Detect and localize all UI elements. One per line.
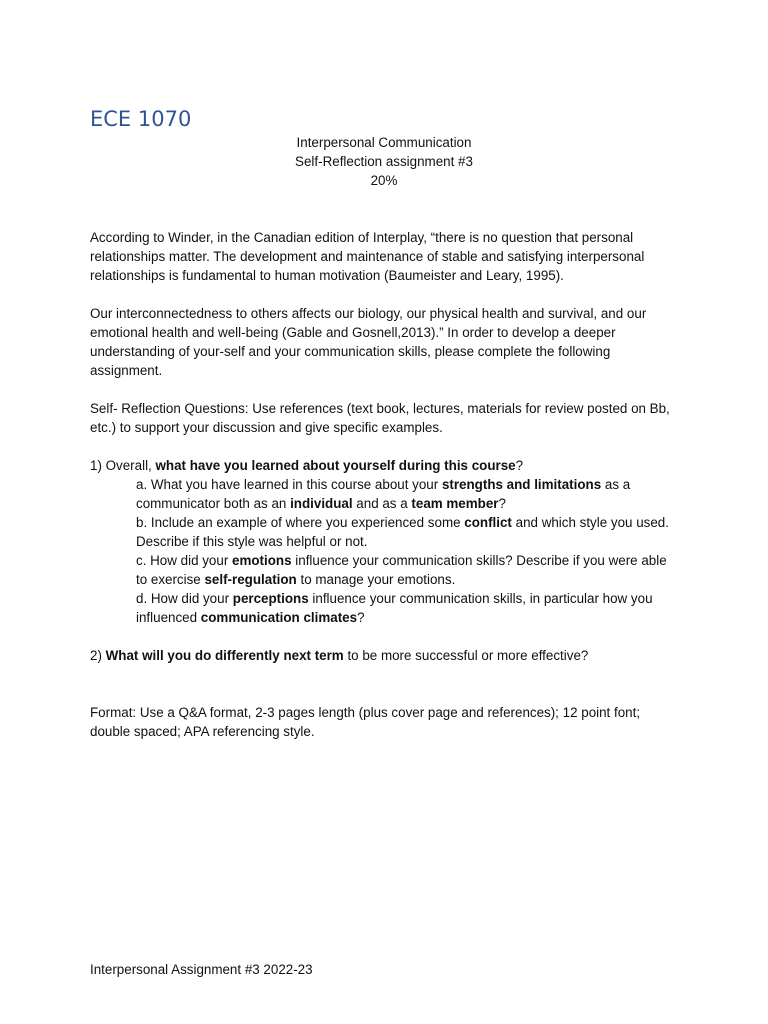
question-1a <box>90 475 680 513</box>
q1a-text-2: as a communicator both as an <box>136 477 631 511</box>
q1c-text-1: c. How did your <box>136 553 233 568</box>
q1-prefix: 1) Overall, <box>90 458 156 473</box>
q1a-text-3: and as a <box>352 496 412 511</box>
q1a-bold-1: strengths and limitations <box>441 477 602 492</box>
question-1 <box>90 456 680 627</box>
q1d-text-3: ? <box>357 610 365 625</box>
q1-bold: what have you learned about yourself during this course <box>155 458 516 473</box>
format-instructions: Format: Use a Q&A format, 2-3 pages length (plus cover page and references); 12 point font; double spaced; APA referencing style. <box>90 705 641 739</box>
header-course-title: Interpersonal Communication <box>296 135 472 150</box>
q1a-bold-2: individual <box>290 496 353 511</box>
question-1-title <box>90 456 680 475</box>
question-1b <box>90 513 680 551</box>
q1c-text-2: influence your communication skills? Describe if you were able to exercise <box>136 553 667 587</box>
q1b-bold-1: conflict <box>464 515 512 530</box>
q1d-text-1: d. How did your <box>136 591 233 606</box>
document-page <box>90 0 680 1024</box>
course-code: ECE 1070 <box>90 107 192 131</box>
q1-suffix: ? <box>515 458 524 473</box>
header-weight: 20% <box>370 173 398 188</box>
q1c-text-3: to manage your emotions. <box>296 572 456 587</box>
second-paragraph: Our interconnectedness to others affects our biology, our physical health and survival, and our emotional health and well-being (Gable and Gosnell,2013).” In order to develop a deeper understanding of your-self and your communication skills, please complete the following assignment. <box>90 306 647 378</box>
q1a-bold-3: team member <box>411 496 499 511</box>
q1c-bold-1: emotions <box>232 553 292 568</box>
q1b-text-2: and which style you used. Describe if this style was helpful or not. <box>136 515 669 549</box>
q1c-bold-2: self-regulation <box>204 572 297 587</box>
q2-prefix: 2) <box>90 648 106 663</box>
q2-bold: What will you do differently next term <box>105 648 344 663</box>
question-1c <box>90 551 680 589</box>
q1d-bold-2: communication climates <box>200 610 358 625</box>
page-footer: Interpersonal Assignment #3 2022-23 <box>90 962 313 977</box>
q1d-text-2: influence your communication skills, in particular how you influenced <box>136 591 653 625</box>
q1d-bold-1: perceptions <box>232 591 309 606</box>
questions-intro: Self- Reflection Questions: Use references (text book, lectures, materials for review posted on Bb, etc.) to support your discussion and give specific examples. <box>90 401 670 435</box>
q1a-text-1: a. What you have learned in this course about your <box>136 477 442 492</box>
question-2 <box>90 646 680 665</box>
question-1d <box>90 589 680 627</box>
header-assignment-name: Self-Reflection assignment #3 <box>295 154 473 169</box>
q1b-text-1: b. Include an example of where you experienced some <box>136 515 465 530</box>
q1a-text-4: ? <box>498 496 506 511</box>
assignment-header <box>90 133 678 190</box>
q2-suffix: to be more successful or more effective? <box>343 648 589 663</box>
intro-paragraph: According to Winder, in the Canadian edition of Interplay, “there is no question that personal relationships matter. The development and maintenance of stable and satisfying interpersonal relationships is fundamental to human motivation (Baumeister and Leary, 1995). <box>90 230 645 283</box>
